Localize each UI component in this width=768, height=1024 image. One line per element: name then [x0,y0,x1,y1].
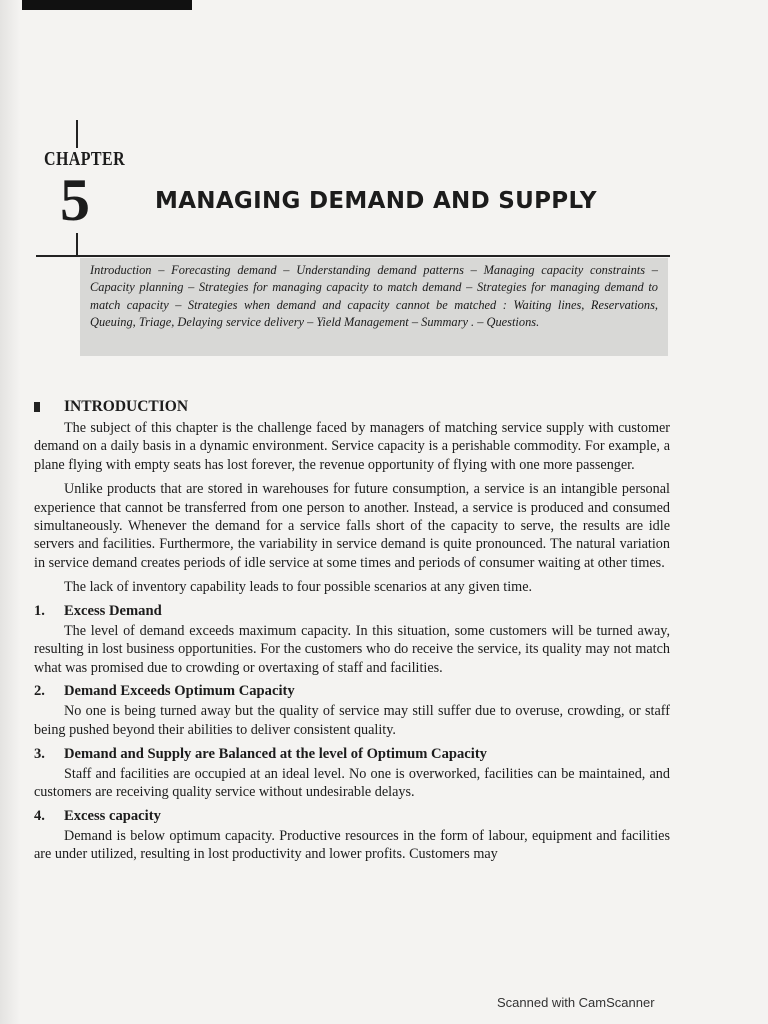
scenario-2-number: 2. [34,683,45,700]
scenario-2-text: No one is being turned away but the quality of service may still suffer due to overuse, crowding, or staff being pushed beyond their abilities to deliver consistent quality. [34,703,670,739]
scenario-3-title: Demand and Supply are Balanced at the level of Optimum Capacity [64,745,487,762]
introduction-heading [34,398,670,416]
scenario-1-title: Excess Demand [64,602,162,619]
scenario-4-heading [34,808,670,825]
intro-paragraph-2: Unlike products that are stored in warehouses for future consumption, a service is an intangible personal experience that cannot be transferred from one person to another. Instead, a service is produced and consumed simultaneously. Whenever the demand for a service falls short of the capacity to serve, the results are idle servers and facilities. Furthermore, the variability in service demand is quite pronounced. The natural variation in service demand creates periods of idle service at some times and periods of consumer waiting at other times. [34,481,670,571]
scenario-2-heading [34,683,670,700]
chapter-contents-box [80,258,668,356]
chapter-number: 5 [60,167,90,233]
scenario-1-heading [34,603,670,620]
heading-bullet-icon [34,402,40,412]
chapter-rule-bottom [76,233,78,255]
scenario-1-text: The level of demand exceeds maximum capacity. In this situation, some customers will be turned away, resulting in lost business opportunities. For the customers who do receive the service, its quality may not match what was promised due to crowding or overtaxing of staff and facilities. [34,622,670,676]
chapter-contents-text: Introduction – Forecasting demand – Understanding demand patterns – Managing capacity constraints – Capacity planning – Strategies for managing capacity to match demand – Strategies for managing demand to match capacity – Strategies when demand and capacity cannot be matched : Waiting lines, Reservations, Queuing, Triage, Delaying service delivery – Yield Management – Summary . – Questions. [90,263,658,329]
scanner-watermark: Scanned with CamScanner [497,995,655,1010]
chapter-title: MANAGING DEMAND AND SUPPLY [155,188,597,214]
chapter-label: CHAPTER [44,148,126,170]
scenario-4-text: Demand is below optimum capacity. Productive resources in the form of labour, equipment and facilities are under utilized, resulting in lost productivity and lower profits. Customers may [34,827,670,863]
scenario-4-title: Excess capacity [64,807,161,824]
intro-paragraph-3: The lack of inventory capability leads to four possible scenarios at any given time. [64,579,533,596]
scenario-3-text: Staff and facilities are occupied at an ideal level. No one is overworked, facilities can be maintained, and customers are receiving quality service without undesirable delays. [34,765,670,801]
scenario-3-number: 3. [34,745,45,762]
main-content [34,398,670,864]
scenario-1-number: 1. [34,602,45,619]
introduction-heading-text: INTRODUCTION [64,398,189,415]
scenario-3-heading [34,746,670,763]
page-edge-shadow [0,0,20,1024]
scenario-4-number: 4. [34,807,45,824]
intro-paragraph-1: The subject of this chapter is the challenge faced by managers of matching service supply with customer demand on a daily basis in a dynamic environment. Service capacity is a perishable commodity. For example, a plane flying with empty seats has lost forever, the revenue opportunity of flying with one more passenger. [34,420,670,473]
summary-rule [36,255,670,257]
top-scan-bar [22,0,192,10]
chapter-rule-top [76,120,78,148]
scenario-2-title: Demand Exceeds Optimum Capacity [64,683,295,700]
